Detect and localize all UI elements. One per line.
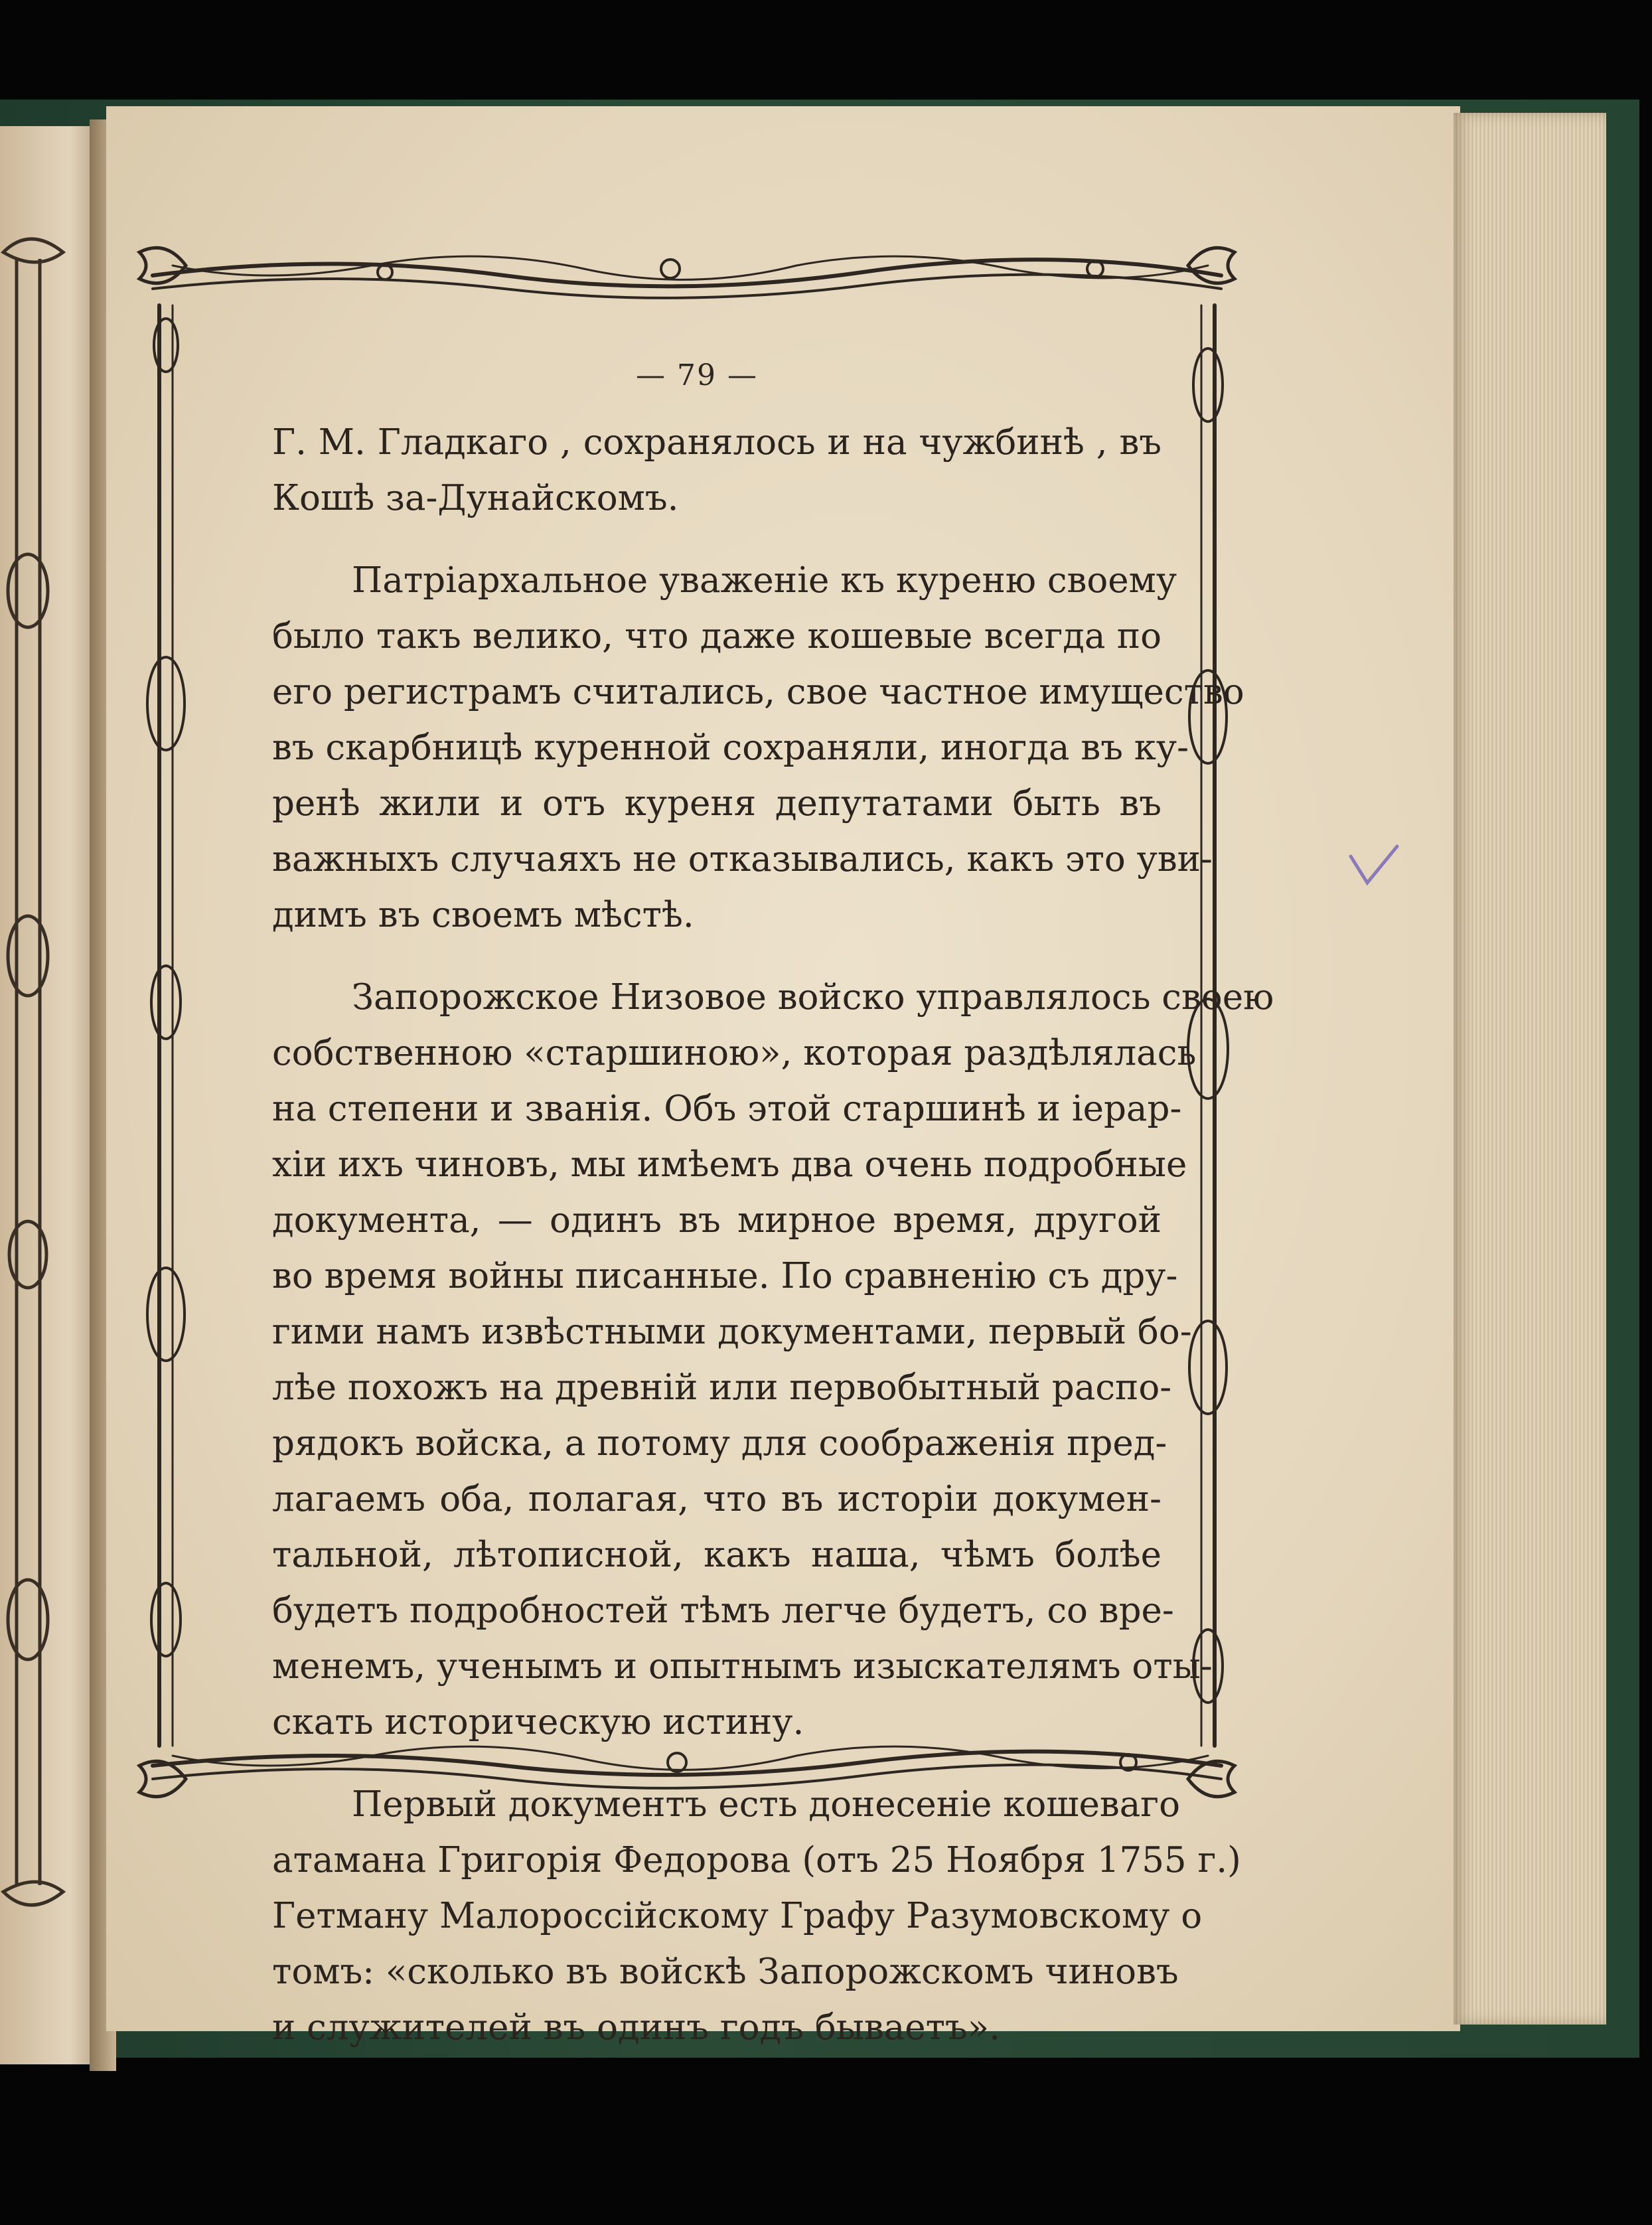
text-line: Запорожское Низовое войско управлялось своею bbox=[352, 977, 1274, 1018]
text-line: на степени и званія. Объ этой старшинѣ и іерар- bbox=[272, 1089, 1182, 1129]
page-stack-edges bbox=[1454, 113, 1606, 2025]
text-line: атамана Григорія Федорова (отъ 25 Ноября 1755 г.) bbox=[272, 1840, 1241, 1880]
text-line: его регистрамъ считались, свое частное имущество bbox=[272, 672, 1244, 712]
text-line: Гетману Малороссійскому Графу Разумовскому о bbox=[272, 1896, 1203, 1936]
left-page-border-ornament bbox=[0, 126, 100, 2064]
text-line: было такъ велико, что даже кошевые всегда по bbox=[272, 616, 1162, 656]
text-line: тальной, лѣтописной, какъ наша, чѣмъ болѣе bbox=[272, 1535, 1162, 1575]
text-line: хіи ихъ чиновъ, мы имѣемъ два очень подробные bbox=[272, 1144, 1187, 1185]
text-line: ренѣ жили и отъ куреня депутатами быть въ bbox=[272, 783, 1162, 824]
text-line: лагаемъ оба, полагая, что въ исторіи докумен- bbox=[272, 1479, 1162, 1519]
text-line: рядокъ войска, а потому для соображенія пред- bbox=[272, 1423, 1167, 1464]
paragraph-4 bbox=[272, 1777, 1241, 2056]
text-line: димъ въ своемъ мѣстѣ. bbox=[272, 895, 694, 935]
paragraph-2 bbox=[272, 553, 1244, 943]
text-line: томъ: «сколько въ войскѣ Запорожскомъ чиновъ bbox=[272, 1952, 1179, 1992]
text-line: собственною «старшиною», которая раздѣлялась bbox=[272, 1033, 1197, 1073]
page-text bbox=[272, 415, 1274, 2082]
page-number: — 79 — bbox=[636, 358, 758, 392]
text-line: менемъ, ученымъ и опытнымъ изыскателямъ оты- bbox=[272, 1646, 1213, 1687]
text-line: Патріархальное уваженіе къ куреню своему bbox=[352, 560, 1177, 601]
text-line: скать историческую истину. bbox=[272, 1702, 804, 1742]
checkmark-icon bbox=[1347, 843, 1400, 892]
paragraph-1 bbox=[272, 415, 1162, 526]
text-line: во время войны писанные. По сравненію съ дру- bbox=[272, 1256, 1178, 1296]
text-line: лѣе похожъ на древній или первобытный распо- bbox=[272, 1367, 1172, 1408]
text-line: Кошѣ за-Дунайскомъ. bbox=[272, 478, 679, 518]
paragraph-3 bbox=[272, 970, 1274, 1750]
text-line: Первый документъ есть донесеніе кошеваго bbox=[352, 1784, 1180, 1825]
text-line: въ скарбницѣ куренной сохраняли, иногда въ ку- bbox=[272, 728, 1189, 768]
text-line: важныхъ случаяхъ не отказывались, какъ это уви- bbox=[272, 839, 1213, 880]
text-line: Г. М. Гладкаго , сохранялось и на чужбинѣ , въ bbox=[272, 422, 1162, 463]
text-line: будетъ подробностей тѣмъ легче будетъ, со вре- bbox=[272, 1590, 1174, 1631]
left-page-edge bbox=[0, 126, 100, 2064]
text-line: и служителей въ одинъ годъ бываетъ». bbox=[272, 2007, 1000, 2048]
text-line: гими намъ извѣстными документами, первый бо- bbox=[272, 1312, 1192, 1352]
text-line: документа, — одинъ въ мирное время, другой bbox=[272, 1200, 1162, 1241]
